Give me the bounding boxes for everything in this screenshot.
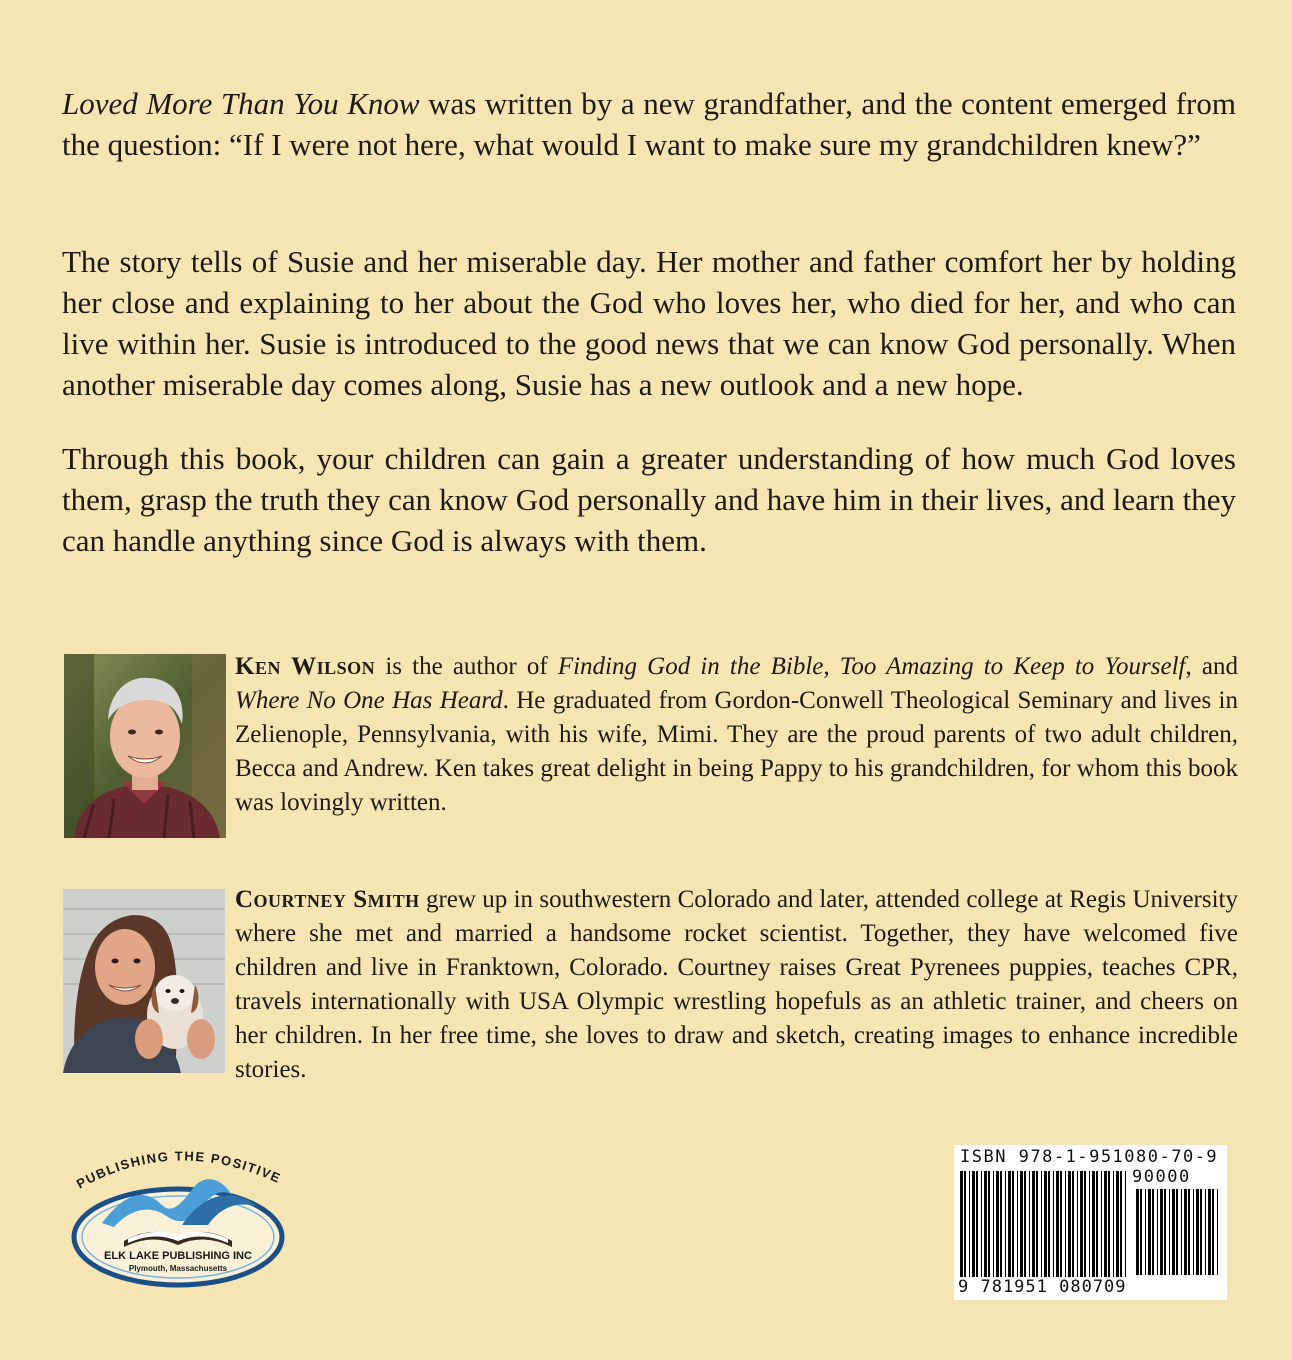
barcode-bar <box>1089 1171 1090 1277</box>
barcode-bar <box>1029 1171 1030 1277</box>
intro-paragraph-2: The story tells of Susie and her miserable day. Her mother and father comfort her by holding her close and explaining to her about the God who loves her, who died for her, and who can live within her. Susie is introduced to the good news that we can know God personally. When another miserable day comes along, Susie has a new outlook and a new hope. <box>62 244 1236 402</box>
barcode-bar <box>1084 1171 1086 1277</box>
barcode-bar <box>1125 1171 1126 1277</box>
author-name: Ken Wilson <box>235 653 376 680</box>
barcode-bar <box>1116 1171 1119 1277</box>
barcode-bar <box>972 1171 975 1277</box>
barcode-bar <box>969 1171 970 1277</box>
barcode-bar <box>1005 1171 1006 1277</box>
barcode-bar <box>1157 1189 1158 1275</box>
barcode-bar <box>1172 1189 1175 1275</box>
author-portrait-graphic <box>64 654 226 838</box>
barcode-bar <box>1000 1171 1002 1277</box>
barcode-bar <box>1212 1189 1214 1275</box>
book-title: Loved More Than You Know <box>62 86 420 121</box>
barcode-bar <box>993 1171 994 1277</box>
illustrator-photo <box>63 889 225 1073</box>
barcode-bar <box>1092 1171 1095 1277</box>
barcode-bar <box>1060 1171 1062 1277</box>
publisher-logo <box>62 1145 294 1291</box>
barcode-bar <box>981 1171 982 1277</box>
barcode-bar <box>1136 1189 1139 1275</box>
barcode-bar <box>1120 1171 1122 1277</box>
barcode-bar <box>1080 1171 1083 1277</box>
barcode-bar <box>960 1171 963 1277</box>
barcode-bar <box>1217 1189 1218 1275</box>
publisher-location: Plymouth, Massachusetts <box>128 1264 228 1273</box>
barcode-bar <box>1036 1171 1038 1277</box>
barcode-bar <box>1020 1171 1023 1277</box>
author-photo <box>64 654 226 838</box>
barcode-bar <box>1096 1171 1098 1277</box>
barcode-bar <box>1048 1171 1050 1277</box>
barcode-bar <box>1196 1189 1199 1275</box>
illustrator-bio: Courtney Smith grew up in southwestern Colorado and later, attended college at Regis University where she met and married a handsome rocket scientist. Together, they have welcomed five children and live in Franktown, Colorado. Courtney raises Great Pyrenees puppies, teaches CPR, travels internationally with USA Olympic wrestling hopefuls as an athletic trainer, and cheers on her children. In her free time, she loves to draw and sketch, creating images to enhance incredible stories. <box>235 886 1238 1083</box>
barcode-bar <box>988 1171 990 1277</box>
barcode-bar <box>1169 1189 1170 1275</box>
illustrator-portrait-graphic <box>63 889 225 1073</box>
barcode-addon-digits: 90000 <box>1132 1167 1191 1187</box>
publisher-slogan: PUBLISHING THE POSITIVE <box>73 1148 284 1192</box>
barcode-bar <box>1101 1171 1102 1277</box>
barcode-bar <box>1145 1189 1146 1275</box>
barcode-bar <box>1053 1171 1054 1277</box>
ean-digits: 9 781951 080709 <box>958 1277 1127 1297</box>
barcode-addon-bars <box>1136 1189 1220 1275</box>
barcode-bar <box>1065 1171 1066 1277</box>
barcode-bar <box>1017 1171 1018 1277</box>
barcode-bar <box>1152 1189 1154 1275</box>
barcode-bar <box>1024 1171 1026 1277</box>
illustrator-name: Courtney Smith <box>235 886 420 913</box>
barcode-bar <box>1108 1171 1110 1277</box>
isbn-label: ISBN 978-1-951080-70-9 <box>960 1147 1219 1167</box>
barcode-bar <box>996 1171 999 1277</box>
barcode-bar <box>1012 1171 1014 1277</box>
intro-paragraph-1: Loved More Than You Know was written by a new grandfather, and the content emerged from the question: “If I were not here, what would I want to make sure my grandchildren knew?” <box>62 86 1236 162</box>
barcode-bar <box>964 1171 966 1277</box>
barcode-bar <box>1160 1189 1163 1275</box>
publisher-name: ELK LAKE PUBLISHING INC <box>104 1250 252 1262</box>
barcode-bar <box>984 1171 987 1277</box>
isbn-barcode <box>954 1145 1227 1300</box>
barcode-bar <box>1077 1171 1078 1277</box>
publisher-logo-graphic <box>62 1145 294 1291</box>
barcode-bar <box>1181 1189 1182 1275</box>
barcode-bar <box>1200 1189 1202 1275</box>
barcode-bar <box>1068 1171 1071 1277</box>
barcode-bar <box>1072 1171 1074 1277</box>
barcode-bar <box>1140 1189 1142 1275</box>
barcode-bar <box>1056 1171 1059 1277</box>
barcode-bar <box>976 1171 978 1277</box>
barcode-bars <box>960 1171 1130 1277</box>
barcode-bar <box>1176 1189 1178 1275</box>
intro-paragraph-3: Through this book, your children can gain a greater understanding of how much God loves them, grasp the truth they can know God personally and have him in their lives, and learn they can handle anything since God is always with them. <box>62 441 1236 558</box>
barcode-bar <box>1041 1171 1042 1277</box>
barcode-bar <box>1208 1189 1211 1275</box>
barcode-bar <box>1008 1171 1011 1277</box>
barcode-bar <box>1104 1171 1107 1277</box>
author-bio: Ken Wilson is the author of Finding God in the Bible, Too Amazing to Keep to Yourself, and Where No One Has Heard. He graduated from Gordon-Conwell Theological Seminary and lives in Zelienople, Pennsylvania, with his wife, Mimi. They are the proud parents of two adult children, Becca and Andrew. Ken takes great delight in being Pappy to his grandchildren, for whom this book was lovingly written. <box>235 653 1238 816</box>
barcode-bar <box>1113 1171 1114 1277</box>
barcode-bar <box>1184 1189 1187 1275</box>
barcode-bar <box>1148 1189 1151 1275</box>
barcode-bar <box>1032 1171 1035 1277</box>
barcode-bar <box>1193 1189 1194 1275</box>
barcode-bar <box>1044 1171 1047 1277</box>
barcode-bar <box>1164 1189 1166 1275</box>
barcode-bar <box>1188 1189 1190 1275</box>
barcode-bar <box>1205 1189 1206 1275</box>
